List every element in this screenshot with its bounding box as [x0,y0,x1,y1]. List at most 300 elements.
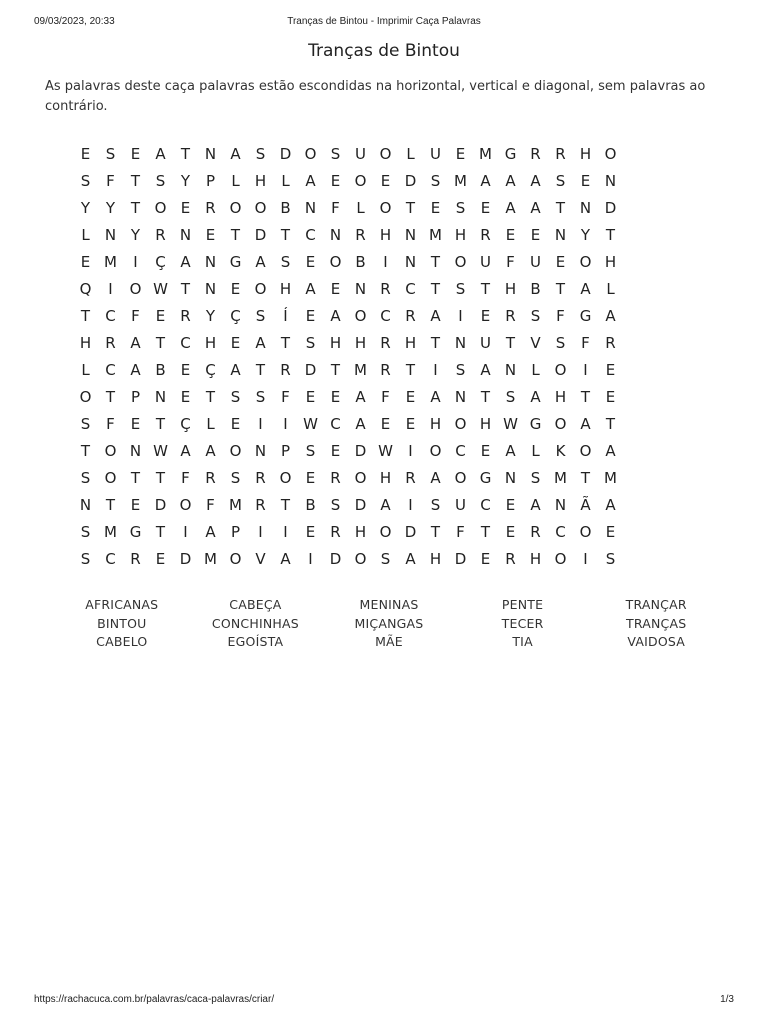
grid-letter: U [530,253,541,271]
grid-row [73,249,703,276]
grid-letter: F [556,307,565,325]
grid-letter: Í [283,307,288,325]
word-list-item: TRANÇAR [625,597,687,612]
grid-letter: F [281,388,290,406]
grid-letter: R [130,550,141,568]
grid-letter: E [155,307,166,325]
grid-letter: H [204,334,217,352]
grid-letter: H [329,334,342,352]
grid-letter: R [205,199,216,217]
grid-letter: R [405,469,416,487]
grid-letter: F [506,253,515,271]
grid-letter: A [605,307,616,325]
word-list-item: MÃE [375,634,403,649]
grid-letter: E [80,253,91,271]
grid-row [73,438,703,465]
grid-letter: P [130,388,141,406]
grid-letter: U [480,253,491,271]
grid-letter: A [605,442,616,460]
page-title: Tranças de Bintou [308,41,460,61]
grid-letter: S [305,334,316,352]
grid-letter: T [280,226,291,244]
grid-letter: T [605,415,616,433]
grid-letter: A [505,442,516,460]
grid-letter: I [583,550,588,568]
grid-letter: N [454,388,467,406]
grid-letter: I [433,361,438,379]
grid-letter: M [104,523,117,541]
grid-letter: T [130,172,141,190]
grid-letter: Ç [180,415,191,433]
grid-letter: S [455,280,466,298]
grid-letter: O [379,199,392,217]
grid-row [73,465,703,492]
grid-letter: O [154,199,167,217]
grid-letter: N [204,145,217,163]
grid-letter: E [505,523,516,541]
grid-letter: S [330,496,341,514]
word-list-item: EGOÍSTA [227,634,284,649]
grid-letter: H [354,523,367,541]
grid-letter: O [229,199,242,217]
grid-letter: A [430,307,441,325]
grid-letter: M [554,469,567,487]
grid-letter: N [404,253,417,271]
grid-letter: R [505,307,516,325]
grid-letter: S [80,415,91,433]
grid-letter: R [505,550,516,568]
grid-letter: N [404,226,417,244]
grid-letter: L [406,145,415,163]
grid-letter: A [405,550,416,568]
grid-letter: H [504,280,517,298]
grid-letter: I [108,280,113,298]
grid-letter: N [79,496,92,514]
grid-letter: E [505,226,516,244]
grid-letter: T [180,280,191,298]
word-list-item: TECER [501,615,544,631]
word-list-item: CABELO [96,634,148,649]
grid-letter: C [555,523,566,541]
grid-letter: A [205,523,216,541]
grid-letter: A [505,172,516,190]
grid-letter: H [379,469,392,487]
grid-letter: A [130,334,141,352]
grid-letter: E [480,550,491,568]
grid-letter: T [430,523,441,541]
grid-letter: P [230,523,241,541]
grid-letter: T [480,388,491,406]
grid-row [73,519,703,546]
grid-letter: S [505,388,516,406]
grid-letter: O [179,496,192,514]
grid-letter: I [183,523,188,541]
grid-letter: G [579,307,592,325]
grid-letter: S [80,172,91,190]
grid-letter: O [79,388,92,406]
grid-letter: V [530,334,541,352]
grid-row [73,141,703,168]
grid-letter: C [105,550,116,568]
grid-letter: O [604,145,617,163]
print-datetime: 09/03/2023, 20:33 [34,16,115,27]
grid-letter: O [579,253,592,271]
grid-letter: T [205,388,216,406]
grid-letter: W [153,280,168,298]
grid-letter: F [331,199,340,217]
grid-row [73,492,703,519]
grid-letter: L [531,361,540,379]
grid-letter: B [280,199,291,217]
grid-letter: T [405,361,416,379]
grid-letter: R [405,307,416,325]
grid-letter: T [555,280,566,298]
grid-letter: Y [80,199,91,217]
grid-letter: T [480,523,491,541]
grid-letter: F [206,496,215,514]
grid-letter: T [80,307,91,325]
grid-letter: I [133,253,138,271]
grid-letter: L [531,442,540,460]
grid-letter: E [305,469,316,487]
grid-letter: E [580,172,591,190]
grid-letter: I [283,523,288,541]
grid-letter: Ç [230,307,241,325]
grid-letter: T [180,145,191,163]
grid-letter: H [529,550,542,568]
grid-letter: H [454,226,467,244]
grid-letter: A [580,280,591,298]
grid-letter: E [480,442,491,460]
page-number: 1/3 [720,994,734,1005]
grid-letter: Ã [580,496,591,514]
grid-letter: O [229,550,242,568]
grid-letter: S [430,496,441,514]
grid-letter: W [503,415,518,433]
grid-letter: E [330,388,341,406]
grid-letter: S [530,469,541,487]
grid-letter: R [380,361,391,379]
grid-letter: N [454,334,467,352]
grid-letter: A [605,496,616,514]
grid-letter: O [579,523,592,541]
grid-letter: L [356,199,365,217]
grid-letter: E [80,145,91,163]
grid-letter: O [454,253,467,271]
grid-letter: T [430,253,441,271]
grid-letter: U [430,145,441,163]
grid-letter: E [405,388,416,406]
grid-letter: S [230,469,241,487]
grid-letter: O [229,442,242,460]
grid-letter: E [180,361,191,379]
grid-letter: U [480,334,491,352]
word-list-item: BINTOU [97,615,147,631]
grid-letter: A [180,253,191,271]
grid-letter: O [354,307,367,325]
grid-letter: D [604,199,617,217]
grid-letter: M [104,253,117,271]
grid-letter: Y [105,199,116,217]
grid-letter: S [80,550,91,568]
grid-letter: D [354,496,367,514]
grid-letter: D [354,442,367,460]
grid-letter: T [105,496,116,514]
grid-letter: E [180,199,191,217]
grid-letter: A [580,415,591,433]
word-list-item: CONCHINHAS [211,615,299,631]
grid-letter: C [180,334,191,352]
grid-letter: O [554,550,567,568]
grid-letter: A [280,550,291,568]
grid-letter: M [429,226,442,244]
grid-letter: A [330,307,341,325]
grid-letter: O [379,145,392,163]
grid-letter: S [255,388,266,406]
grid-letter: R [605,334,616,352]
grid-letter: O [279,469,292,487]
grid-letter: C [105,361,116,379]
grid-letter: H [554,388,567,406]
grid-letter: O [104,442,117,460]
grid-letter: V [255,550,266,568]
grid-letter: O [329,253,342,271]
grid-letter: M [454,172,467,190]
grid-letter: D [179,550,192,568]
grid-letter: B [155,361,166,379]
grid-letter: S [605,550,616,568]
grid-letter: E [430,199,441,217]
grid-letter: O [354,469,367,487]
grid-letter: O [129,280,142,298]
grid-letter: E [380,415,391,433]
grid-row [73,330,703,357]
grid-letter: I [258,523,263,541]
grid-letter: T [555,199,566,217]
grid-letter: D [279,145,292,163]
grid-letter: H [254,172,267,190]
grid-letter: U [355,145,366,163]
grid-letter: C [105,307,116,325]
word-list-item: MENINAS [359,597,419,612]
grid-letter: E [305,253,316,271]
grid-letter: F [456,523,465,541]
grid-letter: W [378,442,393,460]
grid-letter: W [153,442,168,460]
word-list-item: TRANÇAS [626,615,687,631]
grid-letter: C [480,496,491,514]
grid-letter: P [280,442,291,460]
grid-letter: T [155,523,166,541]
grid-letter: A [480,172,491,190]
grid-letter: A [480,361,491,379]
grid-letter: H [579,145,592,163]
grid-letter: T [405,199,416,217]
grid-letter: T [580,388,591,406]
grid-row [73,222,703,249]
grid-letter: R [330,469,341,487]
grid-letter: M [479,145,492,163]
grid-letter: L [81,361,90,379]
grid-letter: F [106,415,115,433]
grid-letter: Ç [205,361,216,379]
grid-letter: R [530,523,541,541]
grid-letter: T [155,334,166,352]
grid-letter: K [555,442,566,460]
grid-letter: U [455,496,466,514]
grid-letter: O [554,415,567,433]
grid-letter: T [580,469,591,487]
grid-letter: S [255,307,266,325]
grid-letter: R [105,334,116,352]
grid-letter: D [454,550,467,568]
grid-row [73,276,703,303]
grid-letter: R [255,469,266,487]
grid-letter: N [254,442,267,460]
grid-letter: E [330,280,341,298]
grid-letter: G [529,415,542,433]
grid-letter: A [155,145,166,163]
grid-letter: H [429,550,442,568]
grid-letter: A [255,334,266,352]
grid-letter: T [130,469,141,487]
grid-letter: H [479,415,492,433]
grid-letter: G [229,253,242,271]
word-list-item: PENTE [501,597,544,612]
grid-letter: T [280,334,291,352]
grid-letter: G [129,523,142,541]
grid-letter: E [605,361,616,379]
grid-letter: I [383,253,388,271]
grid-letter: A [505,199,516,217]
grid-letter: T [480,280,491,298]
grid-letter: L [231,172,240,190]
grid-letter: E [180,388,191,406]
grid-letter: Y [180,172,191,190]
grid-letter: E [305,388,316,406]
grid-letter: C [455,442,466,460]
grid-letter: B [355,253,366,271]
grid-letter: C [330,415,341,433]
grid-letter: M [204,550,217,568]
grid-letter: S [280,253,291,271]
grid-letter: Y [205,307,216,325]
grid-letter: E [480,307,491,325]
grid-letter: S [305,442,316,460]
grid-row [73,411,703,438]
grid-letter: S [80,523,91,541]
grid-letter: A [355,388,366,406]
grid-letter: L [206,415,215,433]
grid-letter: R [330,523,341,541]
grid-letter: R [280,361,291,379]
grid-letter: A [230,145,241,163]
grid-letter: I [258,415,263,433]
grid-letter: O [254,280,267,298]
grid-letter: M [229,496,242,514]
grid-letter: T [505,334,516,352]
grid-letter: T [430,280,441,298]
grid-letter: E [530,226,541,244]
grid-letter: L [606,280,615,298]
grid-letter: O [454,469,467,487]
grid-letter: E [555,253,566,271]
grid-letter: S [455,199,466,217]
grid-letter: O [254,199,267,217]
grid-letter: H [379,226,392,244]
grid-letter: T [230,226,241,244]
grid-letter: N [204,253,217,271]
grid-letter: H [354,334,367,352]
grid-letter: D [254,226,267,244]
grid-letter: N [304,199,317,217]
grid-letter: R [380,280,391,298]
grid-letter: F [381,388,390,406]
grid-letter: E [155,550,166,568]
grid-letter: S [530,307,541,325]
grid-letter: T [280,496,291,514]
grid-letter: T [330,361,341,379]
grid-letter: R [530,145,541,163]
grid-letter: N [329,226,342,244]
grid-letter: B [305,496,316,514]
print-document-title: Tranças de Bintou - Imprimir Caça Palavras [287,16,481,27]
grid-row [73,357,703,384]
grid-letter: O [579,442,592,460]
grid-letter: N [179,226,192,244]
grid-letter: L [81,226,90,244]
grid-letter: T [605,226,616,244]
grid-letter: A [430,388,441,406]
grid-letter: A [530,172,541,190]
grid-letter: F [131,307,140,325]
grid-letter: E [330,442,341,460]
grid-letter: N [204,280,217,298]
grid-letter: H [429,415,442,433]
grid-letter: H [404,334,417,352]
grid-letter: N [579,199,592,217]
grid-letter: E [230,280,241,298]
grid-letter: E [230,334,241,352]
grid-letter: L [281,172,290,190]
grid-letter: T [155,415,166,433]
grid-letter: E [205,226,216,244]
grid-letter: Y [130,226,141,244]
grid-letter: E [405,415,416,433]
grid-letter: S [155,172,166,190]
grid-letter: A [180,442,191,460]
grid-letter: S [555,334,566,352]
grid-letter: E [480,199,491,217]
grid-letter: E [305,307,316,325]
grid-letter: I [408,496,413,514]
grid-letter: H [279,280,292,298]
word-list-item: MIÇANGAS [354,615,424,631]
grid-letter: S [105,145,116,163]
grid-letter: A [355,415,366,433]
grid-letter: E [130,496,141,514]
grid-letter: T [430,334,441,352]
grid-letter: R [205,469,216,487]
grid-letter: N [504,361,517,379]
grid-letter: R [155,226,166,244]
grid-letter: A [530,388,541,406]
grid-letter: O [354,550,367,568]
grid-letter: R [180,307,191,325]
grid-letter: E [330,172,341,190]
grid-letter: M [354,361,367,379]
grid-letter: C [380,307,391,325]
